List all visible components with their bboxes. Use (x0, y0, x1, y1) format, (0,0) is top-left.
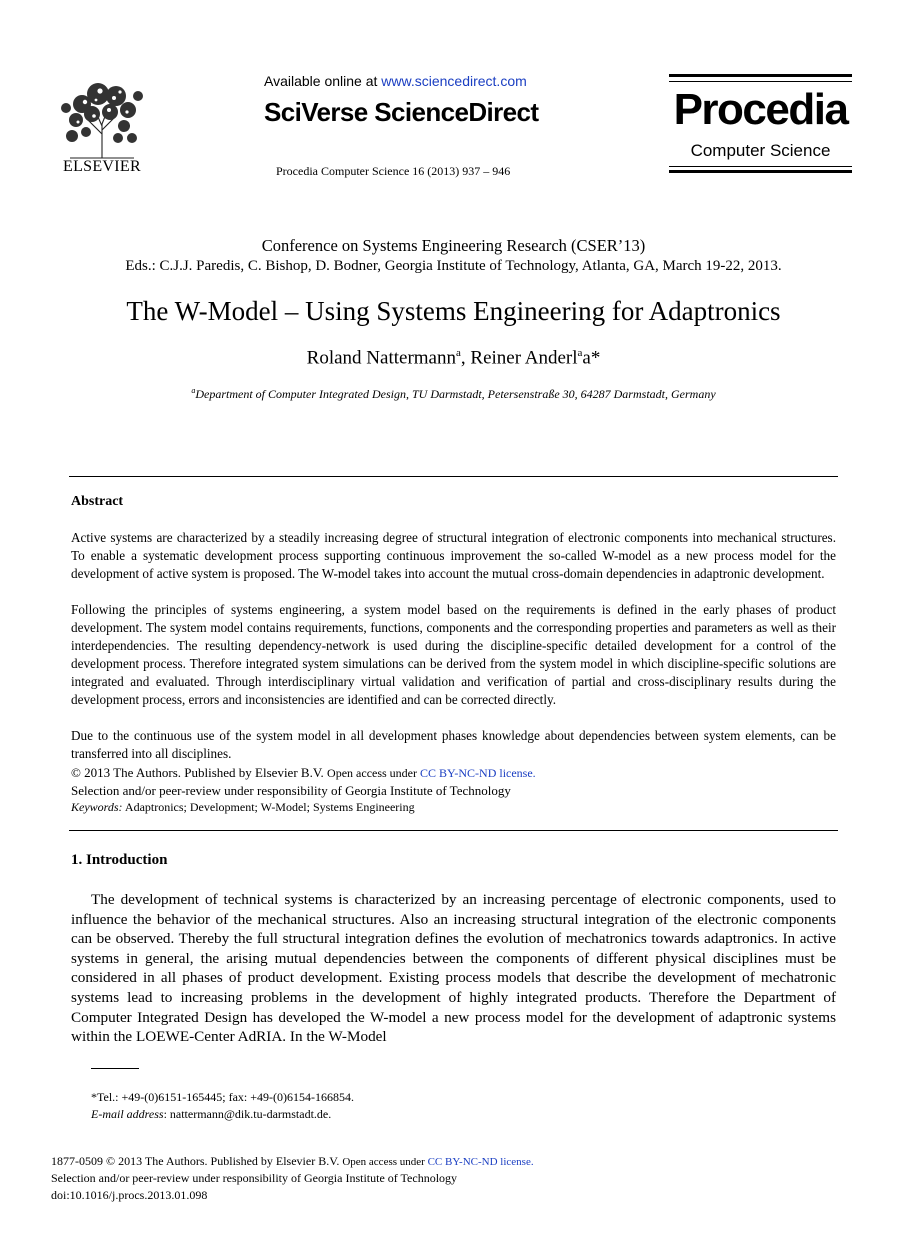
copyright-text: © 2013 The Authors. Published by Elsevier B.V. (71, 765, 328, 780)
abstract-paragraph: Due to the continuous use of the system model in all development phases knowledge about dependencies between system elements, can be transferred into all disciplines. (71, 728, 836, 761)
author-list (0, 347, 907, 369)
introduction-paragraph (71, 890, 836, 1047)
open-access-text: Open access under (342, 1156, 428, 1168)
author-name: , Reiner Anderl (460, 347, 578, 369)
author-affiliation-mark: a (577, 347, 583, 359)
abstract-top-rule (69, 476, 838, 477)
abstract-paragraph: Following the principles of systems engineering, a system model based on the requirements is defined in the early phases of product development. The system model contains requirements, functions, components and the corresponding properties and parameters as well as their interdependencies. The resulting dependency-network is used during the discipline-specific detailed development for a control of the development process. Therefore integrated system simulations can be derived from the system model in which discipline-specific solutions are integrated and evaluated. Through interdisciplinary virtual validation and verification of partial and cross-disciplinary results during the development process, errors and inconsistencies are identified and can be corrected directly. (71, 602, 836, 707)
open-access-text: Open access under (327, 766, 421, 780)
keywords-text: Adaptronics; Development; W-Model; Systems Engineering (122, 800, 415, 814)
procedia-title: Procedia (673, 85, 848, 134)
copyright-line (71, 765, 536, 781)
procedia-logo (669, 74, 852, 176)
paper-title: The W-Model – Using Systems Engineering for Adaptronics (126, 296, 781, 326)
issn-copyright-text: 1877-0509 © 2013 The Authors. Published by Elsevier B.V. (51, 1154, 343, 1168)
license-link[interactable]: CC BY-NC-ND license. (420, 766, 536, 780)
logo-rule-top-thin (669, 81, 852, 82)
elsevier-wordmark: ELSEVIER (63, 158, 141, 175)
introduction-text: The development of technical systems is characterized by an increasing percentage of electronic components, used to influence the behavior of the mechanical structures. Also an increasing structural integration of the electronic components can be observed. Thereby the full structural integration defines the evolution of mechatronics towards adaptronics. In active systems in general, the arising mutual dependencies between the components of different physical disciplines must be considered in all phases of product development. Existing process models that describe the development of mechatronic systems lead to increasing problems in the development of highly integrated products. Therefore the Department of Computer Integrated Design has developed the W-model a new process model for the development of adaptronic systems within the LOEWE-Center AdRIA. In the W-Model (71, 891, 836, 1046)
affiliation-text: Department of Computer Integrated Design, TU Darmstadt, Petersenstraße 30, 64287 Darmstadt, Germany (195, 387, 716, 401)
affiliation-mark: a (191, 386, 196, 395)
procedia-subtitle: Computer Science (690, 141, 831, 160)
doi: doi:10.1016/j.procs.2013.01.098 (51, 1188, 208, 1202)
footnote-contact: *Tel.: +49-(0)6151-165445; fax: +49-(0)6154-166854. (91, 1090, 354, 1104)
author-affiliation-mark: a (456, 347, 461, 359)
affiliation (0, 386, 907, 402)
conference-name: Conference on Systems Engineering Research (CSER’13) (261, 236, 646, 255)
section-heading: 1. Introduction (71, 852, 168, 868)
available-prefix: Available online at (264, 73, 382, 89)
abstract-heading: Abstract (71, 494, 124, 509)
available-online-line (264, 73, 527, 89)
corresponding-mark: a* (582, 347, 601, 369)
abstract-bottom-rule (69, 830, 838, 831)
footnote-email (91, 1107, 331, 1122)
logo-rule-bottom-thin (669, 166, 852, 167)
peer-review-statement: Selection and/or peer-review under responsibility of Georgia Institute of Technology (71, 783, 511, 798)
journal-reference: Procedia Computer Science 16 (2013) 937 – 946 (276, 164, 511, 178)
author-name: Roland Nattermann (306, 347, 456, 369)
logo-rule-top (669, 74, 852, 77)
sciencedirect-link[interactable]: www.sciencedirect.com (381, 73, 527, 89)
conference-editors: Eds.: C.J.J. Paredis, C. Bishop, D. Bodner, Georgia Institute of Technology, Atlanta, GA, March 19-22, 2013. (125, 258, 782, 274)
license-link[interactable]: CC BY-NC-ND license. (427, 1156, 534, 1168)
footnote-rule (91, 1068, 139, 1069)
abstract-paragraph: Active systems are characterized by a steadily increasing degree of structural integration of electronic components into mechanical structures. To enable a systematic development process supporting continuous improvement the so-called W-model as a new process model for the development of active system is proposed. The W-model takes into account the mutual cross-domain dependencies in adaptronic development. (71, 530, 836, 581)
email-label: E-mail address (91, 1107, 164, 1121)
keywords-label: Keywords: (71, 800, 123, 814)
logo-rule-bottom (669, 170, 852, 173)
peer-review-footer: Selection and/or peer-review under responsibility of Georgia Institute of Technology (51, 1171, 458, 1185)
issn-copyright-line (51, 1154, 534, 1169)
keywords-line (71, 800, 415, 815)
platform-logo: SciVerse ScienceDirect (264, 97, 539, 127)
email-address: : nattermann@dik.tu-darmstadt.de. (163, 1107, 332, 1121)
